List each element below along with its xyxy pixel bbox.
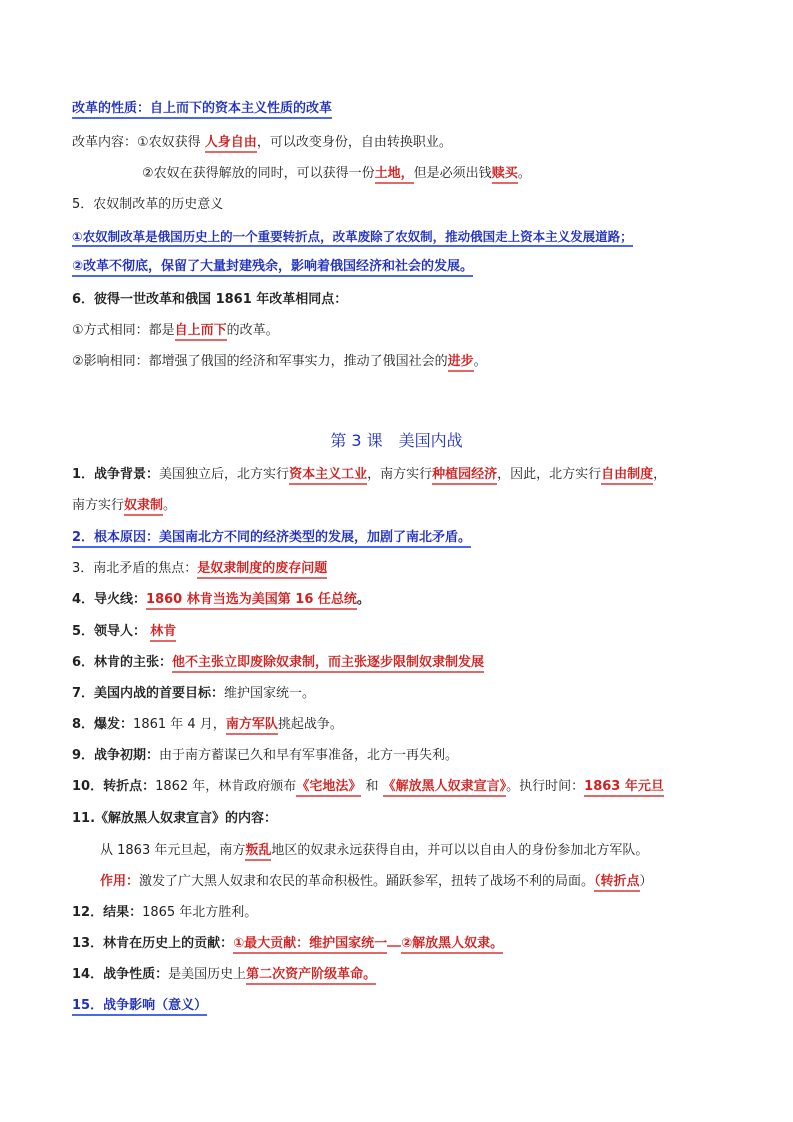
same-points-title: 6．彼得一世改革和俄国 1861 年改革相同点： <box>72 292 348 307</box>
item-1-cont: 南方实行奴隶制。 <box>72 497 176 515</box>
item-7: 7．美国内战的首要目标：维护国家统一。 <box>72 686 316 701</box>
reform-content-2: ②农奴在获得解放的同时，可以获得一份土地，但是必须出钱赎买。 <box>142 165 531 183</box>
item-1: 1．战争背景：美国独立后，北方实行资本主义工业，南方实行种植园经济，因此，北方实行自由制度， <box>72 466 666 484</box>
item-12: 12．结果：1865 年北方胜利。 <box>72 905 258 920</box>
significance-title: 5．农奴制改革的历史意义 <box>72 197 224 212</box>
reform-content-1: 改革内容：①农奴获得 人身自由，可以改变身份，自由转换职业。 <box>72 134 452 152</box>
same-point-2: ②影响相同：都增强了俄国的经济和军事实力，推动了俄国社会的进步。 <box>72 353 487 371</box>
significance-1: ①农奴制改革是俄国历史上的一个重要转折点，改革废除了农奴制，推动俄国走上资本主义发展道路； <box>72 228 633 247</box>
item-2: 2．根本原因：美国南北方不同的经济类型的发展，加剧了南北矛盾。 <box>72 529 471 547</box>
reform-nature: 改革的性质：自上而下的资本主义性质的改革 <box>72 100 332 118</box>
item-14: 14．战争性质：是美国历史上第二次资产阶级革命。 <box>72 966 376 984</box>
item-11: 11.《解放黑人奴隶宣言》的内容： <box>72 811 278 826</box>
item-5: 5．领导人： 林肯 <box>72 623 176 641</box>
item-6: 6．林肯的主张：他不主张立即废除奴隶制，而主张逐步限制奴隶制发展 <box>72 654 484 672</box>
same-point-1: ①方式相同：都是自上而下的改革。 <box>72 322 279 340</box>
significance-2: ②改革不彻底，保留了大量封建残余，影响着俄国经济和社会的发展。 <box>72 258 473 276</box>
item-13: 13．林肯在历史上的贡献：①最大贡献：维护国家统一 ②解放黑人奴隶。 <box>72 935 503 953</box>
lesson-title: 第 3 课 美国内战 <box>330 431 463 450</box>
item-10: 10．转折点：1862 年，林肯政府颁布《宅地法》 和 《解放黑人奴隶宣言》。执行时间：1863 年元旦 <box>72 778 664 796</box>
item-3: 3．南北矛盾的焦点：是奴隶制度的废存问题 <box>72 560 327 578</box>
item-15: 15．战争影响（意义） <box>72 997 207 1015</box>
item-11-content: 从 1863 年元旦起，南方叛乱地区的奴隶永远获得自由，并可以以自由人的身份参加北方军队。 <box>100 842 648 860</box>
item-8: 8．爆发：1861 年 4 月，南方军队挑起战争。 <box>72 716 343 734</box>
item-9: 9．战争初期：由于南方蓄谋已久和早有军事准备，北方一再失利。 <box>72 748 459 763</box>
item-4: 4．导火线：1860 林肯当选为美国第 16 任总统。 <box>72 591 370 609</box>
item-11-effect: 作用：激发了广大黑人奴隶和农民的革命积极性。踊跃参军，扭转了战场不利的局面。（转折点） <box>100 873 653 891</box>
